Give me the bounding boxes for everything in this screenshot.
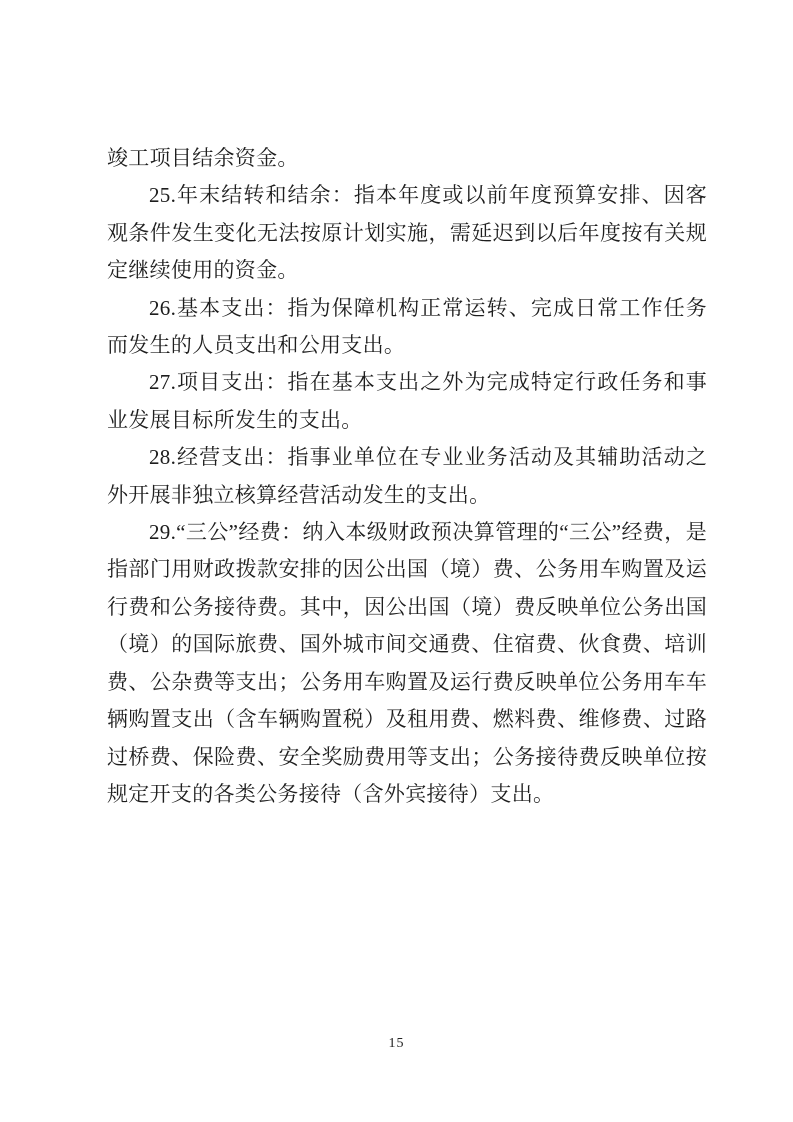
paragraph-term-29: 29.“三公”经费：纳入本级财政预决算管理的“三公”经费，是指部门用财政拨款安排的因公出国（境）费、公务用车购置及运行费和公务接待费。其中，因公出国（境）费反映单位公务出国（境）的国际旅费、国外城市间交通费、住宿费、伙食费、培训费、公杂费等支出；公务用车购置及运行费反映单位公务用车车辆购置支出（含车辆购置税）及租用费、燃料费、维修费、过路过桥费、保险费、安全奖励费用等支出；公务接待费反映单位按规定开支的各类公务接待（含外宾接待）支出。 (107, 520, 707, 806)
paragraph-term-25: 25.年末结转和结余：指本年度或以前年度预算安排、因客观条件发生变化无法按原计划实施，需延迟到以后年度按有关规定继续使用的资金。 (107, 183, 707, 283)
document-body (107, 140, 707, 813)
page-number: 15 (388, 1036, 405, 1051)
paragraph-term-28: 28.经营支出：指事业单位在专业业务活动及其辅助活动之外开展非独立核算经营活动发生的支出。 (107, 445, 707, 507)
paragraph-term-27: 27.项目支出：指在基本支出之外为完成特定行政任务和事业发展目标所发生的支出。 (107, 370, 707, 432)
paragraph-term-26: 26.基本支出：指为保障机构正常运转、完成日常工作任务而发生的人员支出和公用支出。 (107, 295, 707, 358)
paragraph-continuation: 竣工项目结余资金。 (107, 146, 299, 170)
